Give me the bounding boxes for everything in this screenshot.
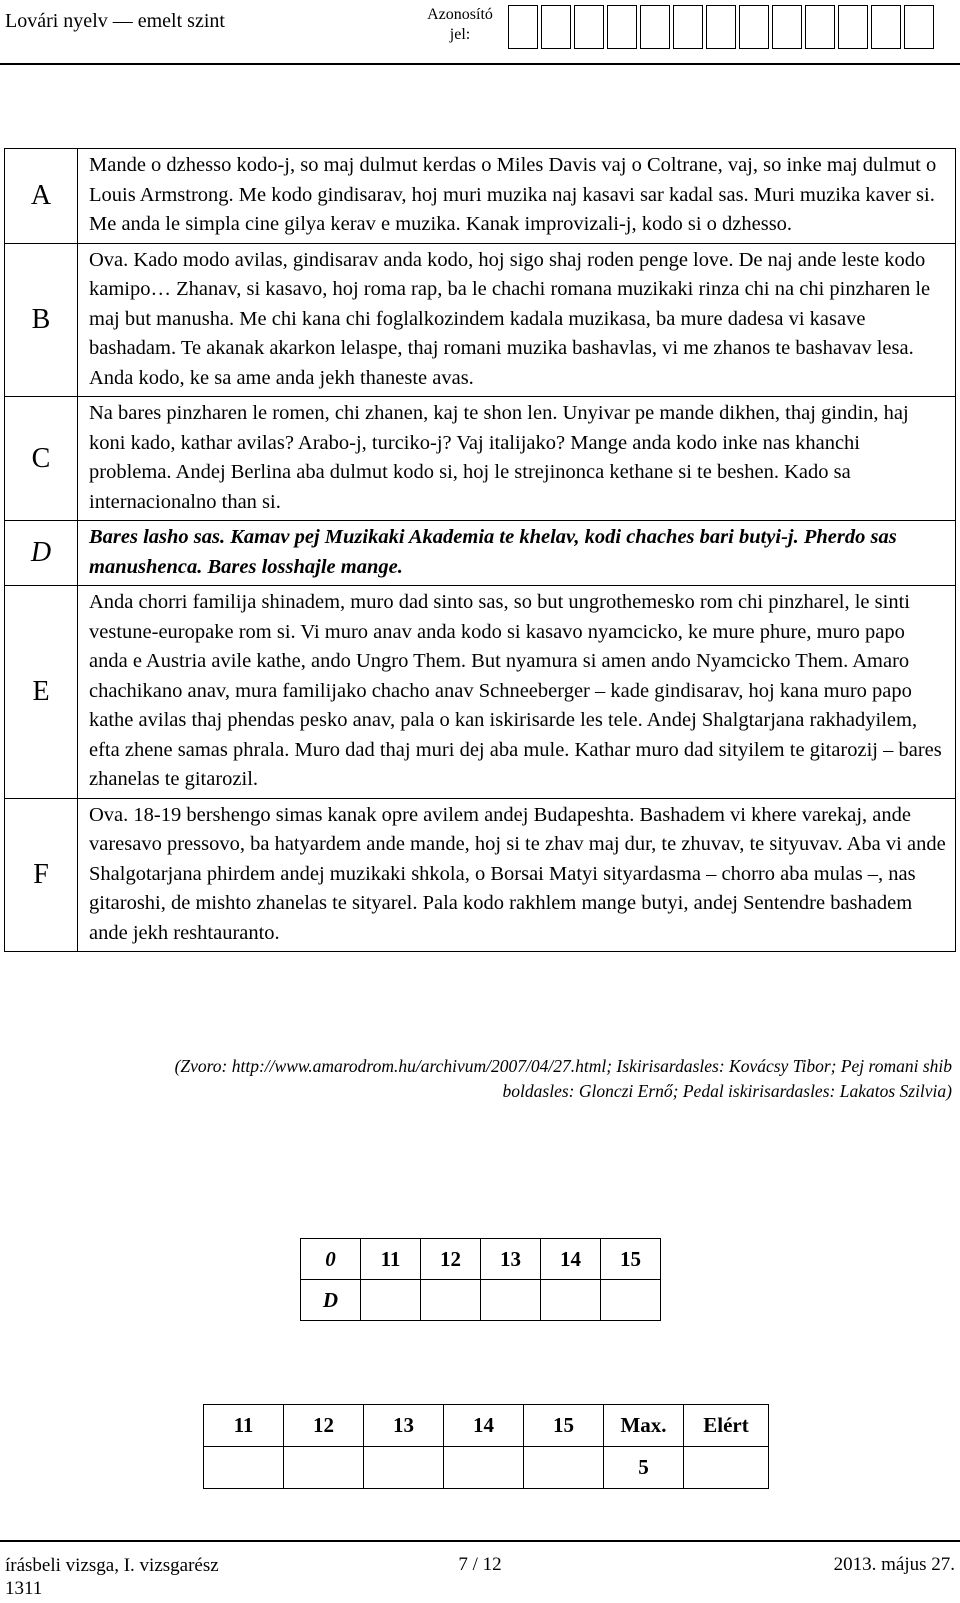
texts-table xyxy=(4,148,956,952)
text-row-a xyxy=(5,149,956,244)
header-rule xyxy=(0,63,960,65)
answer-cell-13[interactable] xyxy=(481,1280,541,1321)
answer-header-cell: 0 xyxy=(301,1239,361,1280)
answer-header-cell: 13 xyxy=(481,1239,541,1280)
text-letter: E xyxy=(5,586,78,799)
answer-cell-14[interactable] xyxy=(541,1280,601,1321)
text-letter: D xyxy=(5,521,78,586)
id-box[interactable] xyxy=(607,5,637,49)
id-box[interactable] xyxy=(574,5,604,49)
text-body: Ova. 18-19 bershengo simas kanak opre avilem andej Budapeshta. Bashadem vi khere varekaj, ande varesavo pressovo, ba hatyardem ande mande, hoj si te zhav maj dur, te zhuvav, te sityuvav. Aba vi ande Shalgotarjana phirdem andej muzikaki shkola, o Borsai Matyi sityardasma – chorro aba mulas –, nas gitaroshi, de mishto zhanelas te sityarel. Pala kodo rakhlem mange butyi, andej Sentendre bashadem ande jekh reshtauranto. xyxy=(78,798,956,952)
id-box[interactable] xyxy=(541,5,571,49)
score-header-cell: Max. xyxy=(604,1405,684,1447)
answer-cell-12[interactable] xyxy=(421,1280,481,1321)
text-letter: C xyxy=(5,397,78,521)
text-row-d xyxy=(5,521,956,586)
text-body: Bares lasho sas. Kamav pej Muzikaki Akademia te khelav, kodi chaches bari butyi-j. Pherdo sas manushenca. Bares losshajle mange. xyxy=(78,521,956,586)
text-row-f xyxy=(5,798,956,952)
footer-rule xyxy=(0,1540,960,1542)
id-box[interactable] xyxy=(640,5,670,49)
answer-cell-15[interactable] xyxy=(601,1280,661,1321)
id-label: Azonosító jel: xyxy=(427,6,493,43)
id-box[interactable] xyxy=(838,5,868,49)
id-box[interactable] xyxy=(805,5,835,49)
id-box[interactable] xyxy=(772,5,802,49)
text-body: Mande o dzhesso kodo-j, so maj dulmut kerdas o Miles Davis vaj o Coltrane, vaj, so inke maj dulmut o Louis Armstrong. Me kodo gindisarav, hoj muri muzika naj kasavi sar kadal sas. Muri muzika kaver si. Me anda le simpla cine gilya kerav e muzika. Kanak improvizali-j, kodo si o dzhesso. xyxy=(78,149,956,244)
score-header-cell: 15 xyxy=(524,1405,604,1447)
answer-cell-example: D xyxy=(301,1280,361,1321)
text-body: Ova. Kado modo avilas, gindisarav anda kodo, hoj sigo shaj roden penge love. De naj ande leste kodo kamipo… Zhanav, si kasavo, hoj roma rap, ba le chachi romana muzikaki rinza chi na chi pinzharen le maj but manusha. Me chi kana chi foglalkozindem kadala muzikasa, ba mure dadesa vi kasave bashadam. Te akanak akarkon lelaspe, thaj romani muzika bashavlas, vi me zhanos te bashavav lesa. Anda kodo, ke sa ame anda jekh thaneste avas. xyxy=(78,243,956,397)
answer-header-cell: 11 xyxy=(361,1239,421,1280)
text-letter: B xyxy=(5,243,78,397)
answer-header-row xyxy=(301,1239,661,1280)
answer-header-cell: 12 xyxy=(421,1239,481,1280)
id-box[interactable] xyxy=(871,5,901,49)
footer-exam-name: írásbeli vizsga, I. vizsgarész xyxy=(5,1555,219,1576)
text-row-b xyxy=(5,243,956,397)
page-footer xyxy=(0,1540,960,1603)
text-letter: A xyxy=(5,149,78,244)
id-box[interactable] xyxy=(706,5,736,49)
page-header xyxy=(0,0,960,66)
text-row-e xyxy=(5,586,956,799)
score-max-cell: 5 xyxy=(604,1447,684,1489)
text-row-c xyxy=(5,397,956,521)
answer-header-cell: 14 xyxy=(541,1239,601,1280)
text-body: Na bares pinzharen le romen, chi zhanen, kaj te shon len. Unyivar pe mande dikhen, thaj gindin, haj koni kado, kathar avilas? Arabo-j, turciko-j? Vaj italijako? Mange anda kodo inke nas khanchi problema. Andej Berlina aba dulmut kodo si, hoj le strejinonca kethane si te beshen. Kado sa internacionalno than si. xyxy=(78,397,956,521)
id-box[interactable] xyxy=(904,5,934,49)
score-cell xyxy=(284,1447,364,1489)
id-box[interactable] xyxy=(673,5,703,49)
source-line: boldasles: Glonczi Ernő; Pedal iskirisardasles: Lakatos Szilvia) xyxy=(502,1081,952,1101)
score-cell xyxy=(364,1447,444,1489)
score-header-cell: 11 xyxy=(204,1405,284,1447)
source-citation xyxy=(10,1054,952,1104)
header-title: Lovári nyelv — emelt szint xyxy=(5,10,225,32)
footer-exam-code: 1311 xyxy=(5,1578,43,1599)
answer-table xyxy=(300,1238,661,1321)
score-header-cell: Elért xyxy=(684,1405,769,1447)
score-cell xyxy=(524,1447,604,1489)
id-box[interactable] xyxy=(739,5,769,49)
score-cell xyxy=(444,1447,524,1489)
score-row xyxy=(204,1447,769,1489)
id-boxes xyxy=(508,5,937,49)
score-table xyxy=(203,1404,769,1489)
footer-exam-info xyxy=(5,1554,219,1600)
score-header-cell: 14 xyxy=(444,1405,524,1447)
score-header-row xyxy=(204,1405,769,1447)
answer-cell-11[interactable] xyxy=(361,1280,421,1321)
id-box[interactable] xyxy=(508,5,538,49)
text-body: Anda chorri familija shinadem, muro dad sinto sas, so but ungrothemesko rom chi pinzharel, le sinti vestune-europake rom si. Vi muro anav anda kodo si kasavo nyamcicko, ke mure phure, muro papo anda e Austria avile kathe, ando Ungro Them. But nyamura si amen ando Nyamcicko Them. Amaro chachikano anav, mura familijako chacho anav Schneeberger – kade gindisarav, hoj kana muro papo kathe avilas thaj phendas pesko anav, pala o kan iskirisarde les tele. Andej Shalgtarjana rakhadyilem, efta zhene samas phrala. Muro dad thaj muri dej aba mule. Kathar muro dad sityilem te gitarozij – bares zhanelas te gitarozil. xyxy=(78,586,956,799)
score-achieved-cell[interactable] xyxy=(684,1447,769,1489)
footer-page-number: 7 / 12 xyxy=(458,1554,502,1575)
score-header-cell: 12 xyxy=(284,1405,364,1447)
answer-header-cell: 15 xyxy=(601,1239,661,1280)
score-header-cell: 13 xyxy=(364,1405,444,1447)
answer-row xyxy=(301,1280,661,1321)
source-line: (Zvoro: http://www.amarodrom.hu/archivum/2007/04/27.html; Iskirisardasles: Kovácsy Tibor; Pej romani shib xyxy=(174,1056,952,1076)
footer-date: 2013. május 27. xyxy=(833,1554,955,1575)
text-letter: F xyxy=(5,798,78,952)
score-cell xyxy=(204,1447,284,1489)
